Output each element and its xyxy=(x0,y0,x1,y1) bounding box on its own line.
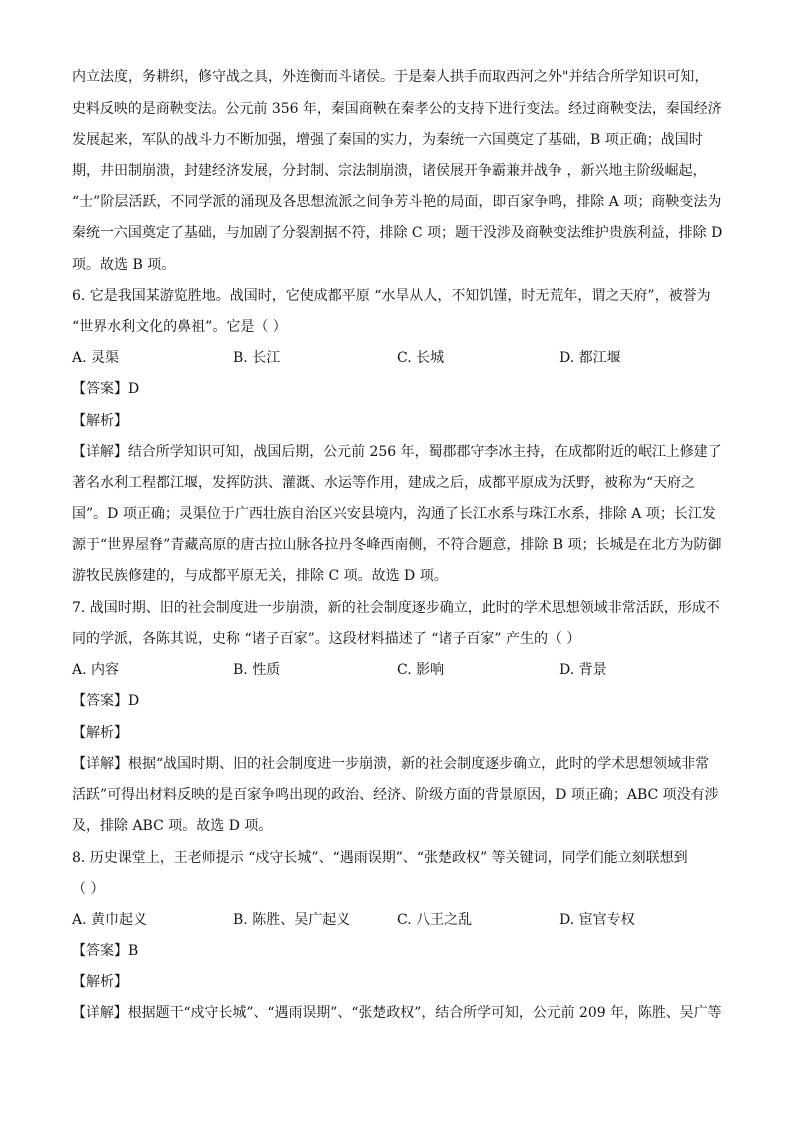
option-a: A. 黄巾起义 xyxy=(72,912,148,928)
option-b: B. 陈胜、吴广起义 xyxy=(233,912,351,928)
option-d: D. 背景 xyxy=(559,662,607,678)
option-c: C. 影响 xyxy=(397,662,445,678)
paragraph-line: 内立法度，务耕织，修守战之具，外连衡而斗诸侯。于是秦人拱手而取西河之外"并结合所学知识可知， xyxy=(72,69,709,85)
answer-label: 【答案】D xyxy=(72,381,140,397)
analysis-label: 【解析】 xyxy=(72,974,128,990)
detail-line: 【详解】根据“战国时期、旧的社会制度进一步崩溃，新的社会制度逐步确立，此时的学术思想领域非常 xyxy=(72,756,710,772)
paragraph-line: 期，井田制崩溃，封建经济发展，分封制、宗法制崩溃，诸侯展开争霸兼并战争 ，新兴地主阶级崛起， xyxy=(72,163,707,179)
question-6-stem: 6. 它是我国某游览胜地。战国时，它使成都平原 “水旱从人，不知饥馑，时无荒年，谓之天府”，被誉为 xyxy=(72,288,711,304)
option-a: A. 灵渠 xyxy=(72,350,120,366)
answer-label: 【答案】B xyxy=(72,943,139,959)
paragraph-line: 史料反映的是商鞅变法。公元前 356 年，秦国商鞅在秦孝公的支持下进行变法。经过商鞅变法，秦国经济 xyxy=(72,101,722,117)
option-a: A. 内容 xyxy=(72,662,120,678)
analysis-label: 【解析】 xyxy=(72,413,128,429)
question-8-stem: （ ） xyxy=(72,881,105,897)
detail-line: 及，排除 ABC 项。故选 D 项。 xyxy=(72,818,273,834)
paragraph-line: 发展起来，军队的战斗力不断加强，增强了秦国的实力，为秦统一六国奠定了基础，B 项正确；战国时 xyxy=(72,132,703,148)
analysis-label: 【解析】 xyxy=(72,725,128,741)
detail-line: 活跃”可得出材料反映的是百家争鸣出现的政治、经济、阶级方面的背景原因，D 项正确；ABC 项没有涉 xyxy=(72,787,719,803)
detail-line: 国”。D 项正确；灵渠位于广西壮族自治区兴安县境内，沟通了长江水系与珠江水系，排除 A 项；长江发 xyxy=(72,506,716,522)
option-b: B. 性质 xyxy=(233,662,281,678)
detail-line: 源于“世界屋脊”青藏高原的唐古拉山脉各拉丹冬峰西南侧，不符合题意，排除 B 项；长城是在北方为防御 xyxy=(72,537,722,553)
option-b: B. 长江 xyxy=(233,350,281,366)
question-6-stem: “世界水利文化的鼻祖”。它是（ ） xyxy=(72,319,287,335)
detail-line: 著名水利工程都江堰，发挥防洪、灌溉、水运等作用，建成之后，成都平原成为沃野，被称为“天府之 xyxy=(72,475,696,491)
detail-line: 游牧民族修建的，与成都平原无关，排除 C 项。故选 D 项。 xyxy=(72,568,448,584)
question-7-stem: 同的学派，各陈其说，史称 “诸子百家”。这段材料描述了 “诸子百家” 产生的（ ） xyxy=(72,631,581,647)
option-c: C. 八王之乱 xyxy=(397,912,473,928)
paragraph-line: “士”阶层活跃，不同学派的涌现及各思想流派之间争芳斗艳的局面，即百家争鸣，排除 A 项；商鞅变法为 xyxy=(72,194,722,210)
detail-line: 【详解】结合所学知识可知，战国后期，公元前 256 年，蜀郡郡守李冰主持，在成都附近的岷江上修建了 xyxy=(72,444,722,460)
answer-label: 【答案】D xyxy=(72,693,140,709)
paragraph-line: 秦统一六国奠定了基础，与加剧了分裂割据不符，排除 C 项；题干没涉及商鞅变法维护贵族利益，排除 D xyxy=(72,225,723,241)
option-d: D. 都江堰 xyxy=(559,350,621,366)
question-8-stem: 8. 历史课堂上，王老师提示 “戍守长城”、“遇雨误期”、“张楚政权” 等关键词，同学们能立刻联想到 xyxy=(72,850,688,866)
option-d: D. 宦官专权 xyxy=(559,912,635,928)
question-7-stem: 7. 战国时期、旧的社会制度进一步崩溃，新的社会制度逐步确立，此时的学术思想领域非常活跃，形成不 xyxy=(72,600,720,616)
paragraph-line: 项。故选 B 项。 xyxy=(72,257,176,273)
option-c: C. 长城 xyxy=(397,350,445,366)
detail-line: 【详解】根据题干“戍守长城”、“遇雨误期”、“张楚政权”，结合所学可知，公元前 209 年，陈胜、吴广等 xyxy=(72,1005,722,1021)
